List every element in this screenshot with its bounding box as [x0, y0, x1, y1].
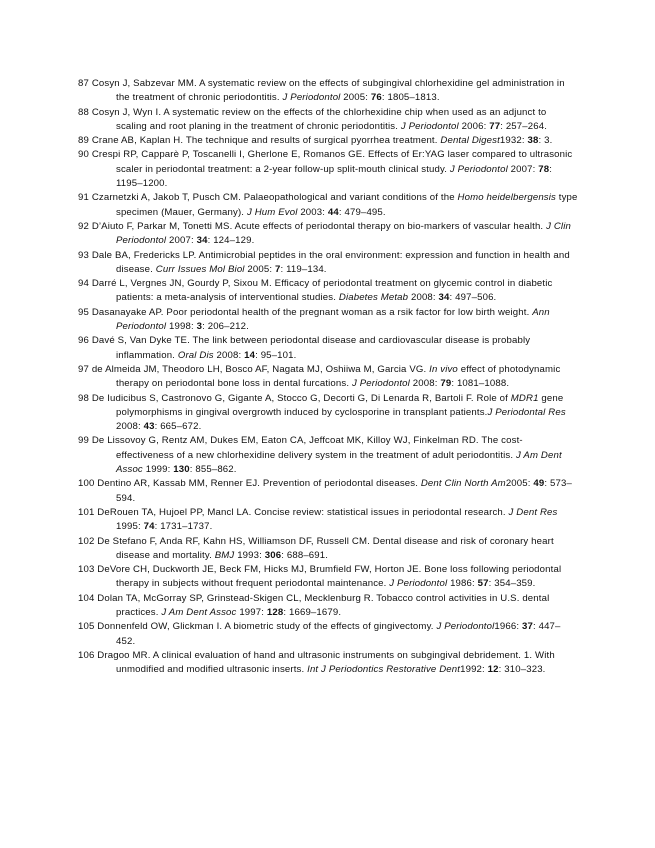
reference-text: Davé S, Van Dyke TE. The link between periodontal disease and cardiovascular disease is probably inflammation.	[91, 335, 531, 361]
reference-journal-italic: In vivo	[429, 363, 458, 375]
reference-volume: 37	[521, 621, 533, 633]
reference-text: Cosyn J, Wyn I. A systematic review on the effects of the chlorhexidine chip when used as an adjunct to scaling and root planing in the treatment of chronic periodontitis.	[91, 106, 547, 132]
reference-item	[78, 649, 578, 678]
reference-text: Cosyn J, Sabzevar MM. A systematic review on the effects of subgingival chlorhexidine gel administration in the treatment of chronic periodontitis.	[91, 78, 565, 104]
reference-text: 1995:	[116, 521, 144, 533]
reference-number: 91	[78, 192, 89, 204]
reference-item	[78, 277, 578, 306]
reference-journal-italic: Ann Periodontol	[116, 306, 550, 333]
reference-number: 98	[78, 392, 89, 404]
reference-number: 102	[78, 535, 95, 547]
reference-text: : 310–323.	[498, 664, 546, 676]
reference-item	[78, 506, 578, 535]
reference-text: effect of photodynamic therapy on periodontal bone loss in dental furcations.	[116, 363, 561, 390]
reference-text: 1932:	[499, 135, 528, 147]
reference-text: De Iudicibus S, Castronovo G, Gigante A, Stocco G, Decorti G, Di Lenarda R, Bartoli F. Role of	[91, 392, 511, 404]
reference-text: 1992:	[460, 664, 488, 676]
reference-text: D’Aiuto F, Parkar M, Tonetti MS. Acute effects of periodontal therapy on bio-markers of vascular health.	[91, 220, 547, 232]
reference-number: 95	[78, 306, 89, 318]
reference-text: Czarnetzki A, Jakob T, Pusch CM. Palaeopathological and variant conditions of the	[91, 192, 458, 204]
reference-text: Darré L, Vergnes JN, Gourdy P, Sixou M. Efficacy of periodontal treatment on glycemic control in diabetic patients: a meta-analysis of interventional studies.	[91, 278, 553, 304]
reference-number: 88	[78, 106, 89, 118]
reference-text: 2005:	[244, 263, 275, 275]
reference-item	[78, 592, 578, 621]
reference-journal-italic: J Periodontol	[436, 621, 495, 633]
reference-volume: 34	[438, 292, 450, 304]
reference-item	[78, 535, 578, 564]
reference-text: DeRouen TA, Hujoel PP, Mancl LA. Concise review: statistical issues in periodontal research.	[97, 506, 509, 518]
reference-text: : 447–452.	[116, 621, 561, 647]
reference-text: 1997:	[236, 606, 267, 618]
reference-text: Dale BA, Fredericks LP. Antimicrobial peptides in the oral environment: expression and function in health and disease.	[91, 249, 570, 275]
reference-item	[78, 363, 578, 392]
reference-text: 2005:	[505, 478, 534, 490]
reference-text: : 95–101.	[255, 349, 297, 361]
reference-journal-italic: BMJ	[214, 549, 235, 561]
reference-volume: 3	[196, 321, 203, 333]
reference-item	[78, 77, 578, 106]
reference-list	[78, 77, 578, 677]
reference-text: DeVore CH, Duckworth JE, Beck FM, Hicks MJ, Brumfield FW, Horton JE. Bone loss following periodontal therapy in subjects without frequent periodontal maintenance.	[97, 564, 562, 590]
reference-number: 90	[78, 149, 89, 161]
reference-journal-italic: Homo heidelbergensis	[457, 192, 556, 204]
reference-journal-italic: J Periodontol	[389, 578, 448, 590]
reference-volume: 79	[440, 378, 452, 390]
reference-volume: 128	[266, 606, 284, 618]
reference-text: 1998:	[166, 321, 197, 333]
reference-number: 96	[78, 335, 89, 347]
reference-journal-italic: J Periodontol	[351, 378, 410, 390]
reference-text: : 257–264.	[500, 120, 548, 132]
reference-text: : 1731–1737.	[154, 521, 213, 533]
reference-text: : 1805–1813.	[381, 92, 440, 104]
reference-item	[78, 563, 578, 592]
reference-item	[78, 106, 578, 135]
reference-text: 2003:	[297, 206, 328, 218]
reference-number: 101	[78, 506, 95, 518]
reference-text: Dolan TA, McGorray SP, Grinstead-Skigen CL, Mecklenburg R. Tobacco control activities in U.S. dental practices.	[97, 592, 550, 618]
reference-text: : 497–506.	[449, 292, 497, 304]
reference-journal-italic: Dent Clin North Am	[420, 478, 506, 490]
reference-item	[78, 620, 578, 649]
reference-journal-italic: J Periodontol	[449, 163, 508, 175]
reference-volume: 44	[327, 206, 339, 218]
reference-number: 89	[78, 135, 89, 147]
reference-text: gene polymorphisms in gingival overgrowth induced by cyclosporine in transplant patients.	[116, 392, 564, 418]
reference-text: : 119–134.	[280, 263, 327, 275]
reference-text: 2008:	[116, 421, 144, 433]
reference-text: : 1195–1200.	[116, 163, 553, 190]
reference-text: : 573–594.	[116, 478, 572, 504]
reference-text: De Stefano F, Anda RF, Kahn HS, Williamson DF, Russell CM. Dental disease and risk of coronary heart disease and mortality.	[97, 535, 554, 561]
reference-journal-italic: J Dent Res	[508, 506, 558, 518]
reference-text: : 124–129.	[207, 235, 255, 247]
reference-item	[78, 148, 578, 191]
reference-volume: 43	[143, 421, 155, 433]
reference-text: 1966:	[494, 621, 522, 633]
reference-text: : 688–691.	[281, 549, 329, 561]
reference-number: 87	[78, 78, 89, 89]
reference-volume: 38	[527, 135, 539, 147]
reference-text: Crespi RP, Capparè P, Toscanelli I, Gherlone E, Romanos GE. Effects of Er:YAG laser compared to ultrasonic scaler in periodontal treatment: a 2-year follow-up split-mouth clinical study.	[91, 149, 573, 175]
reference-item	[78, 220, 578, 249]
reference-text: 2008:	[408, 292, 439, 304]
reference-text: De Lissovoy G, Rentz AM, Dukes EM, Eaton CA, Jeffcoat MK, Killoy WJ, Finkelman RD. The cost-effectiveness of a new chlorhexidine delivery system in the treatment of adult periodontitis.	[91, 435, 523, 461]
reference-volume: 76	[370, 92, 382, 104]
reference-item	[78, 477, 578, 506]
reference-number: 99	[78, 435, 89, 447]
reference-text: : 1081–1088.	[451, 378, 510, 390]
reference-volume: 57	[477, 578, 489, 590]
reference-text: : 479–495.	[338, 206, 386, 218]
reference-text: 1993:	[234, 549, 265, 561]
reference-volume: 12	[487, 664, 499, 676]
reference-volume: 49	[533, 478, 545, 490]
reference-text: : 1669–1679.	[283, 606, 342, 618]
reference-number: 92	[78, 220, 89, 232]
reference-item	[78, 434, 578, 477]
reference-text: type specimen (Mauer, Germany).	[116, 192, 578, 218]
reference-text: Dasanayake AP. Poor periodontal health of the pregnant woman as a rsik factor for low birth weight.	[91, 306, 533, 318]
reference-volume: 78	[538, 163, 550, 175]
reference-journal-italic: Curr Issues Mol Biol	[155, 263, 245, 275]
reference-volume: 130	[173, 464, 190, 476]
reference-journal-italic: MDR1	[510, 392, 539, 404]
reference-item	[78, 191, 578, 220]
reference-journal-italic: Oral Dis	[177, 349, 214, 361]
reference-text: Dentino AR, Kassab MM, Renner EJ. Prevention of periodontal diseases.	[97, 478, 421, 490]
reference-volume: 34	[196, 235, 208, 247]
reference-number: 106	[78, 649, 95, 661]
reference-text: Crane AB, Kaplan H. The technique and results of surgical pyorrhea treatment.	[91, 135, 441, 147]
reference-item	[78, 392, 578, 435]
reference-text: : 206–212.	[202, 321, 249, 333]
reference-journal-italic: Diabetes Metab	[338, 292, 409, 304]
reference-text: de Almeida JM, Theodoro LH, Bosco AF, Nagata MJ, Oshiiwa M, Garcia VG.	[91, 363, 430, 375]
reference-text: 2005:	[340, 92, 371, 104]
reference-text: : 855–862.	[189, 464, 237, 476]
reference-text: Donnenfeld OW, Glickman I. A biometric study of the effects of gingivectomy.	[97, 621, 437, 633]
reference-journal-italic: J Clin Periodontol	[116, 220, 571, 247]
reference-journal-italic: J Periodontol	[282, 92, 341, 104]
reference-volume: 74	[143, 521, 155, 533]
reference-text: 2006:	[458, 120, 490, 132]
reference-volume: 7	[274, 263, 281, 275]
reference-number: 103	[78, 564, 95, 576]
reference-volume: 306	[264, 549, 282, 561]
reference-journal-italic: Dental Digest	[440, 135, 500, 147]
reference-text: 2007:	[507, 163, 539, 175]
reference-journal-italic: Int J Periodontics Restorative Dent	[307, 664, 461, 676]
reference-text: 2007:	[166, 235, 197, 247]
reference-text: 2008:	[409, 378, 441, 390]
reference-journal-italic: J Am Dent Assoc	[116, 449, 562, 476]
reference-number: 97	[78, 363, 89, 375]
reference-journal-italic: J Periodontol	[400, 120, 459, 132]
reference-text: 1986:	[447, 578, 478, 590]
reference-journal-italic: J Hum Evol	[246, 206, 298, 218]
reference-item	[78, 249, 578, 278]
reference-journal-italic: J Periodontal Res	[487, 406, 566, 418]
reference-text: : 665–672.	[154, 421, 202, 433]
reference-text: 1999:	[142, 464, 174, 476]
reference-journal-italic: J Am Dent Assoc	[161, 606, 237, 618]
reference-number: 93	[78, 249, 89, 261]
reference-volume: 14	[244, 349, 256, 361]
reference-item	[78, 134, 578, 148]
reference-item	[78, 306, 578, 335]
reference-text: : 354–359.	[488, 578, 536, 590]
reference-text: Dragoo MR. A clinical evaluation of hand and ultrasonic instruments on subgingival debridement. 1. With unmodified and modified ultrasonic inserts.	[97, 649, 555, 676]
reference-text: 2008:	[213, 349, 245, 361]
reference-number: 104	[78, 592, 95, 604]
reference-volume: 77	[489, 120, 501, 132]
reference-item	[78, 334, 578, 363]
reference-text: : 3.	[538, 135, 553, 147]
reference-number: 94	[78, 278, 89, 290]
reference-number: 105	[78, 621, 95, 633]
reference-number: 100	[78, 478, 95, 490]
